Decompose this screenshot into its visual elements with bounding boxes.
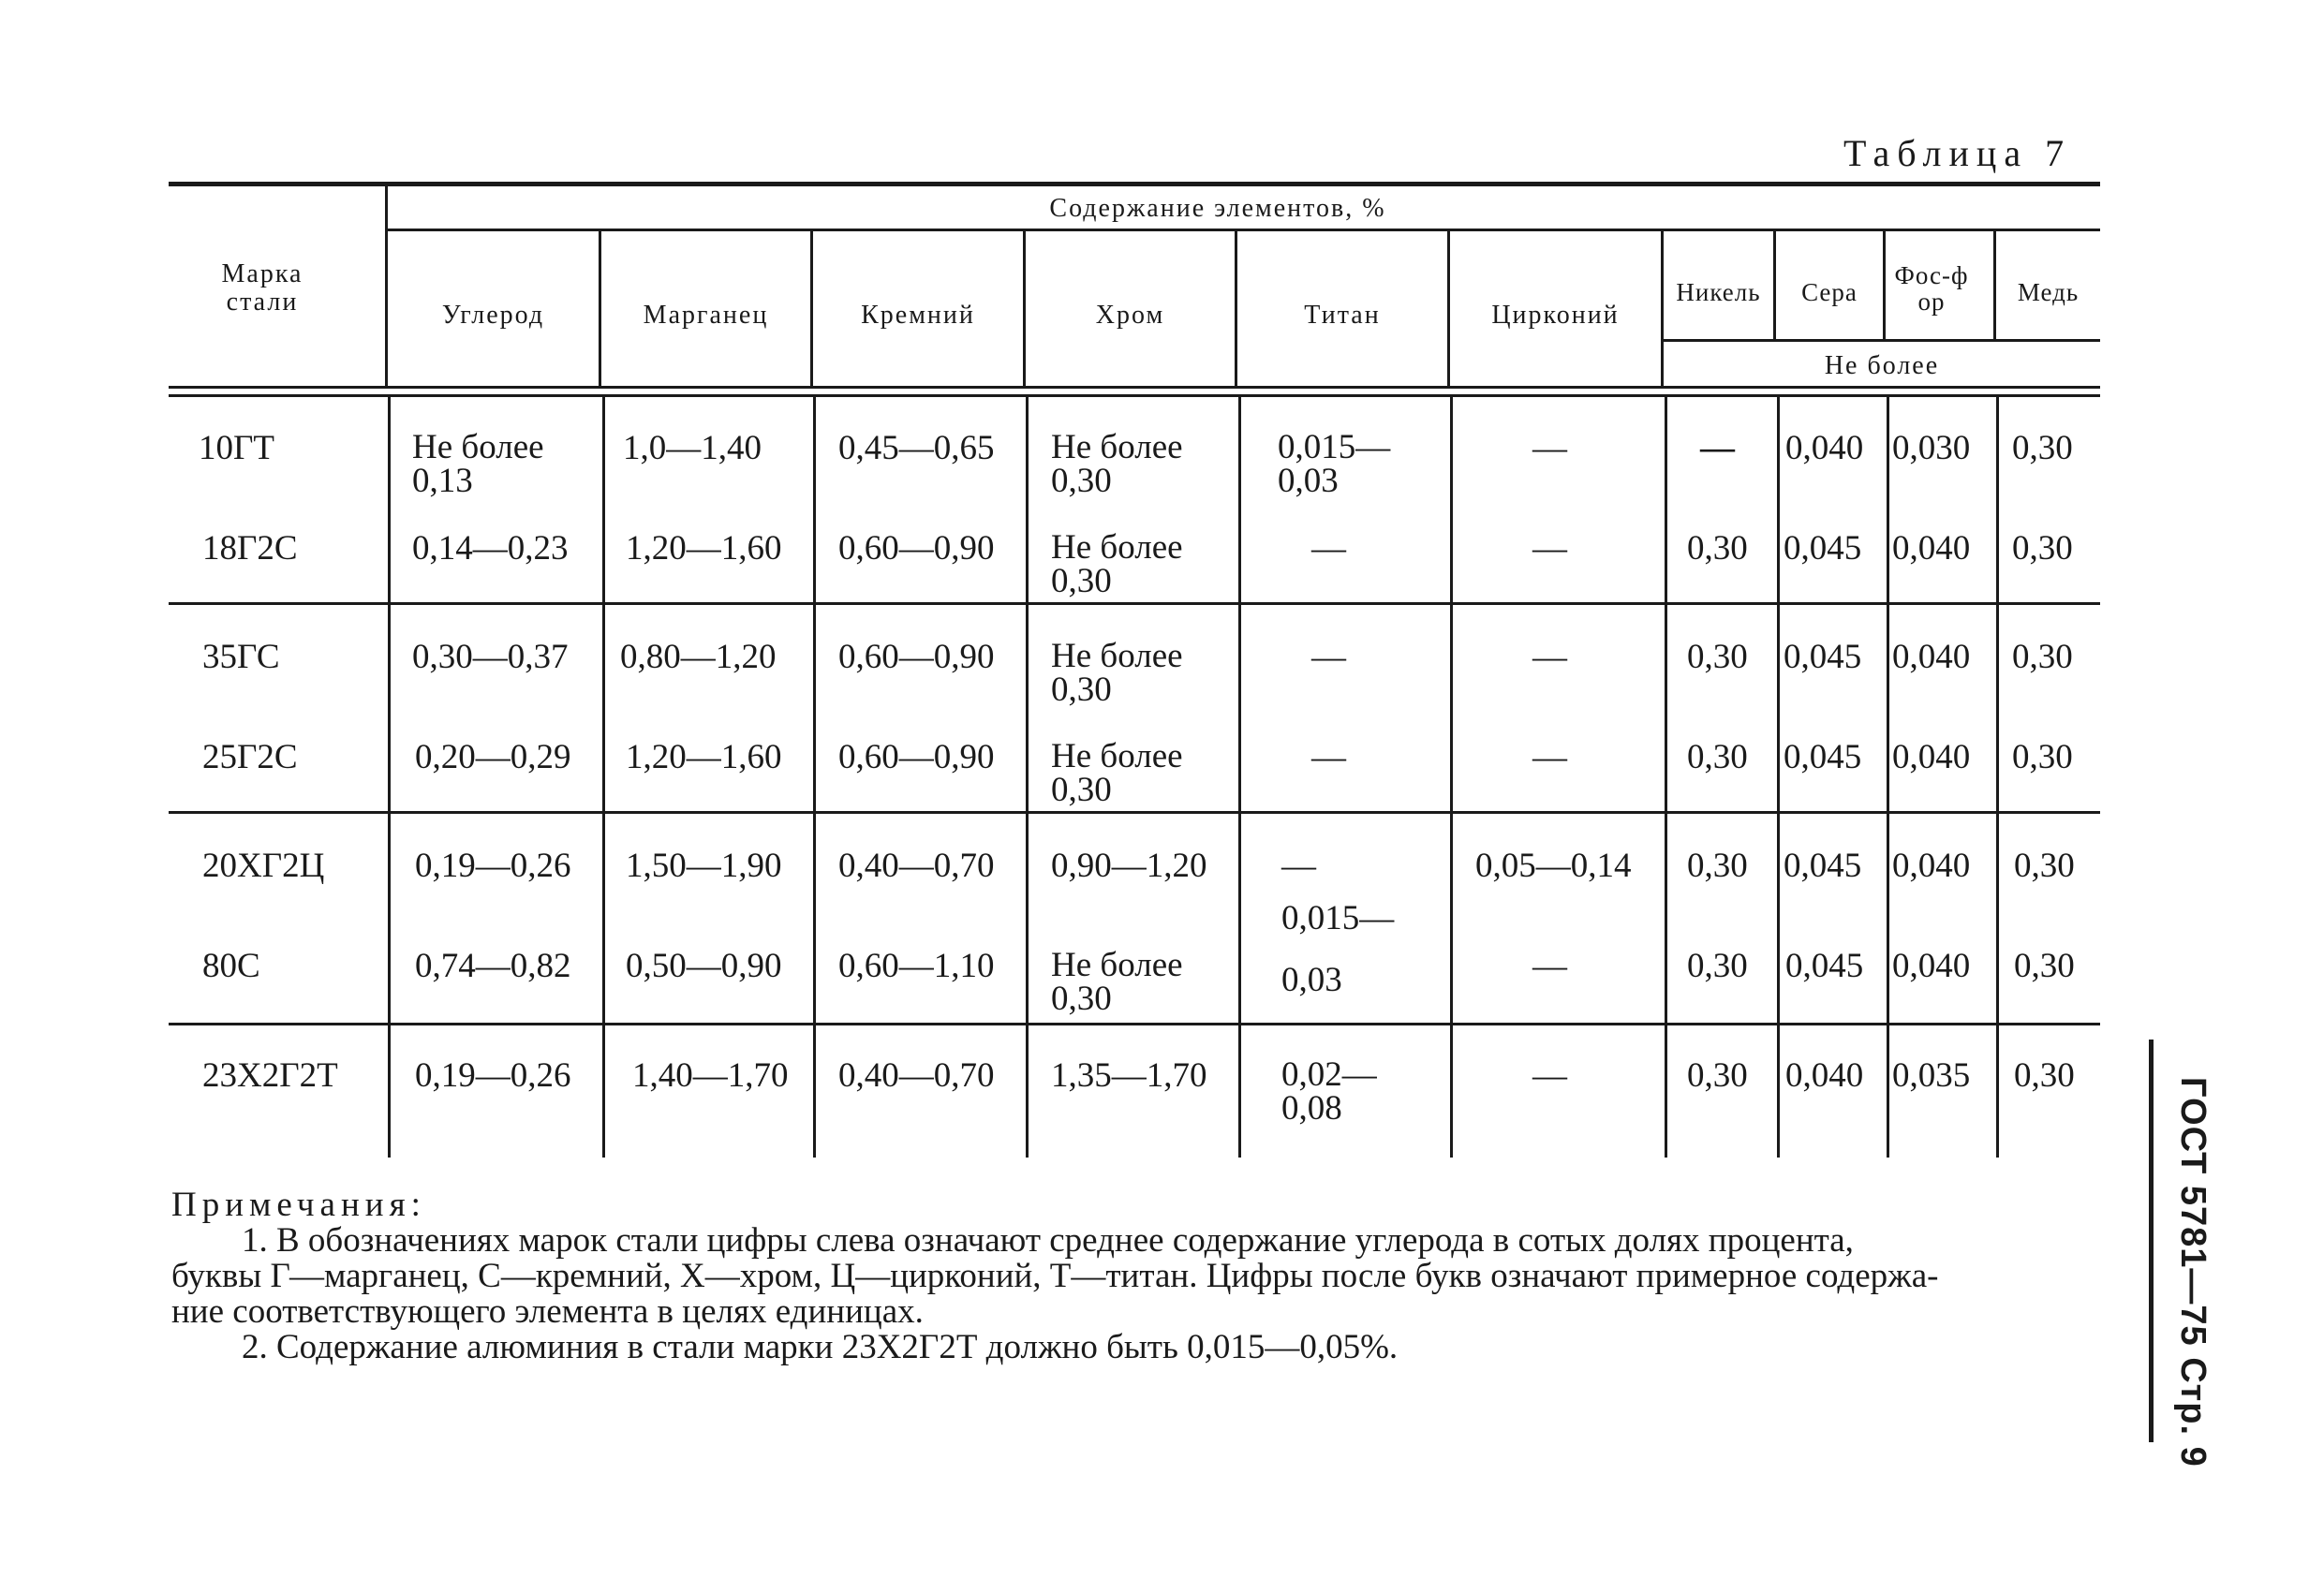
header-col-s: Сера xyxy=(1801,278,1858,306)
row-7-copper: 0,30 xyxy=(2014,1056,2075,1095)
row-6-grade: 80С xyxy=(202,947,260,985)
row-7-sulfur: 0,040 xyxy=(1785,1056,1864,1095)
row-1-nickel: — xyxy=(1700,429,1735,467)
row-1-manganese: 1,0—1,40 xyxy=(623,429,762,467)
row-2-phosphorus: 0,040 xyxy=(1892,529,1971,568)
row-1-sulfur: 0,040 xyxy=(1785,429,1864,467)
header-col-zr: Цирконий xyxy=(1491,301,1620,330)
row-3-copper: 0,30 xyxy=(2012,638,2073,676)
note-1-line-3: ние соответствующего элемента в целях единицах. xyxy=(171,1292,924,1331)
row-6-chromium: Не более 0,30 xyxy=(1051,946,1183,1018)
row-7-grade: 23Х2Г2Т xyxy=(202,1056,338,1095)
group-rule-2 xyxy=(169,811,2100,814)
row-4-sulfur: 0,045 xyxy=(1784,738,1862,776)
table-title: Таблица 7 xyxy=(1843,132,2072,174)
not-more-rule xyxy=(1664,339,2100,342)
row-5-grade: 20ХГ2Ц xyxy=(202,847,325,885)
row-1-zirconium: — xyxy=(1532,429,1567,467)
row-5-zirconium: 0,05—0,14 xyxy=(1475,847,1632,885)
col-rule-grade xyxy=(385,185,388,386)
row-3-titanium: — xyxy=(1311,638,1346,676)
header-grade: Марка стали xyxy=(221,259,303,317)
row-5-sulfur: 0,045 xyxy=(1784,847,1862,885)
body-rule-mn xyxy=(813,397,816,1158)
row-1-chromium: Не более 0,30 xyxy=(1051,428,1183,500)
body-rule-p xyxy=(1996,397,1999,1158)
row-6-silicon: 0,60—1,10 xyxy=(838,947,995,985)
header-col-ni: Никель xyxy=(1676,278,1761,306)
row-6-carbon: 0,74—0,82 xyxy=(415,947,571,985)
row-5-silicon: 0,40—0,70 xyxy=(838,847,995,885)
header-col-ti: Титан xyxy=(1304,301,1381,330)
row-7-titanium: 0,02—0,08 xyxy=(1281,1055,1377,1128)
row-7-silicon: 0,40—0,70 xyxy=(838,1056,995,1095)
row-6-manganese: 0,50—0,90 xyxy=(626,947,782,985)
note-1-line-1: 1. В обозначениях марок стали цифры слева означают среднее содержание углерода в сотых долях процента, xyxy=(242,1221,1854,1260)
row-2-zirconium: — xyxy=(1532,529,1567,568)
row-2-nickel: 0,30 xyxy=(1687,529,1748,568)
side-label-rule xyxy=(2149,1040,2154,1442)
row-5-nickel: 0,30 xyxy=(1687,847,1748,885)
row-7-chromium: 1,35—1,70 xyxy=(1051,1056,1207,1095)
row-7-carbon: 0,19—0,26 xyxy=(415,1056,571,1095)
body-rule-grade xyxy=(388,397,391,1158)
header-col-c: Углерод xyxy=(441,301,545,330)
row-4-zirconium: — xyxy=(1532,738,1567,776)
row-2-chromium: Не более 0,30 xyxy=(1051,528,1183,600)
row-7-phosphorus: 0,035 xyxy=(1892,1056,1971,1095)
row-4-silicon: 0,60—0,90 xyxy=(838,738,995,776)
header-col-mn: Марганец xyxy=(643,301,769,330)
row-7-manganese: 1,40—1,70 xyxy=(632,1056,789,1095)
row-6-nickel: 0,30 xyxy=(1687,947,1748,985)
group-rule-1 xyxy=(169,602,2100,605)
row-5-chromium: 0,90—1,20 xyxy=(1051,847,1207,885)
row-3-manganese: 0,80—1,20 xyxy=(620,638,777,676)
row-3-chromium: Не более 0,30 xyxy=(1051,637,1183,709)
row-1-carbon: Не более 0,13 xyxy=(412,428,544,500)
body-rule-ti xyxy=(1450,397,1453,1158)
row-4-copper: 0,30 xyxy=(2012,738,2073,776)
body-rule-c xyxy=(602,397,605,1158)
notes-heading: Примечания: xyxy=(171,1186,426,1224)
side-label: ГОСТ 5781—75 Стр. 9 xyxy=(2173,1077,2213,1468)
header-not-more: Не более xyxy=(1824,351,1940,380)
note-1-line-2: буквы Г—марганец, С—кремний, Х—хром, Ц—цирконий, Т—титан. Цифры после букв означают примерное содержа- xyxy=(171,1257,1939,1295)
header-bottom-rule-2 xyxy=(169,394,2100,397)
row-3-silicon: 0,60—0,90 xyxy=(838,638,995,676)
row-1-silicon: 0,45—0,65 xyxy=(838,429,995,467)
row-4-manganese: 1,20—1,60 xyxy=(626,738,782,776)
header-content-group: Содержание элементов, % xyxy=(1049,194,1386,223)
row-3-grade: 35ГС xyxy=(202,638,280,676)
body-rule-zr xyxy=(1665,397,1667,1158)
row-3-zirconium: — xyxy=(1532,638,1567,676)
body-rule-s xyxy=(1887,397,1889,1158)
row-6-copper: 0,30 xyxy=(2014,947,2075,985)
row-1-copper: 0,30 xyxy=(2012,429,2073,467)
row-1-grade: 10ГТ xyxy=(199,429,274,467)
body-rule-cr xyxy=(1238,397,1241,1158)
group-header-rule xyxy=(387,229,2100,231)
row-2-manganese: 1,20—1,60 xyxy=(626,529,782,568)
row-6-phosphorus: 0,040 xyxy=(1892,947,1971,985)
row-6-sulfur: 0,045 xyxy=(1785,947,1864,985)
row-5-titanium: — xyxy=(1281,847,1316,885)
row-7-nickel: 0,30 xyxy=(1687,1056,1748,1095)
row-1-phosphorus: 0,030 xyxy=(1892,429,1971,467)
row-4-chromium: Не более 0,30 xyxy=(1051,737,1183,809)
body-rule-si xyxy=(1026,397,1029,1158)
row-3-nickel: 0,30 xyxy=(1687,638,1748,676)
row-6-zirconium: — xyxy=(1532,947,1567,985)
row-5-carbon: 0,19—0,26 xyxy=(415,847,571,885)
row-4-titanium: — xyxy=(1311,738,1346,776)
row-5-copper: 0,30 xyxy=(2014,847,2075,885)
row-4-nickel: 0,30 xyxy=(1687,738,1748,776)
col-rule-s xyxy=(1883,230,1886,339)
row-2-grade: 18Г2С xyxy=(202,529,298,568)
header-col-cu: Медь xyxy=(2017,278,2080,306)
row-3-phosphorus: 0,040 xyxy=(1892,638,1971,676)
row-2-titanium: — xyxy=(1311,529,1346,568)
header-col-p: Фос-фор xyxy=(1894,261,1969,316)
row-1-titanium: 0,015—0,03 xyxy=(1278,428,1391,500)
row-4-carbon: 0,20—0,29 xyxy=(415,738,571,776)
row-4-phosphorus: 0,040 xyxy=(1892,738,1971,776)
row-2-sulfur: 0,045 xyxy=(1784,529,1862,568)
row-2-carbon: 0,14—0,23 xyxy=(412,529,569,568)
row-2-silicon: 0,60—0,90 xyxy=(838,529,995,568)
row-5-phosphorus: 0,040 xyxy=(1892,847,1971,885)
row-3-sulfur: 0,045 xyxy=(1784,638,1862,676)
header-bottom-rule-1 xyxy=(169,386,2100,389)
header-col-si: Кремний xyxy=(861,301,975,330)
row-7-zirconium: — xyxy=(1532,1056,1567,1095)
group-rule-3 xyxy=(169,1023,2100,1025)
note-2: 2. Содержание алюминия в стали марки 23Х2Г2Т должно быть 0,015—0,05%. xyxy=(242,1328,1399,1366)
row-3-carbon: 0,30—0,37 xyxy=(412,638,569,676)
header-col-cr: Хром xyxy=(1095,301,1165,330)
row-4-grade: 25Г2С xyxy=(202,738,298,776)
row-5-manganese: 1,50—1,90 xyxy=(626,847,782,885)
table-top-rule xyxy=(169,182,2100,186)
row-2-copper: 0,30 xyxy=(2012,529,2073,568)
row-6-titanium: 0,015—0,03 xyxy=(1281,899,1395,999)
body-rule-ni xyxy=(1777,397,1780,1158)
